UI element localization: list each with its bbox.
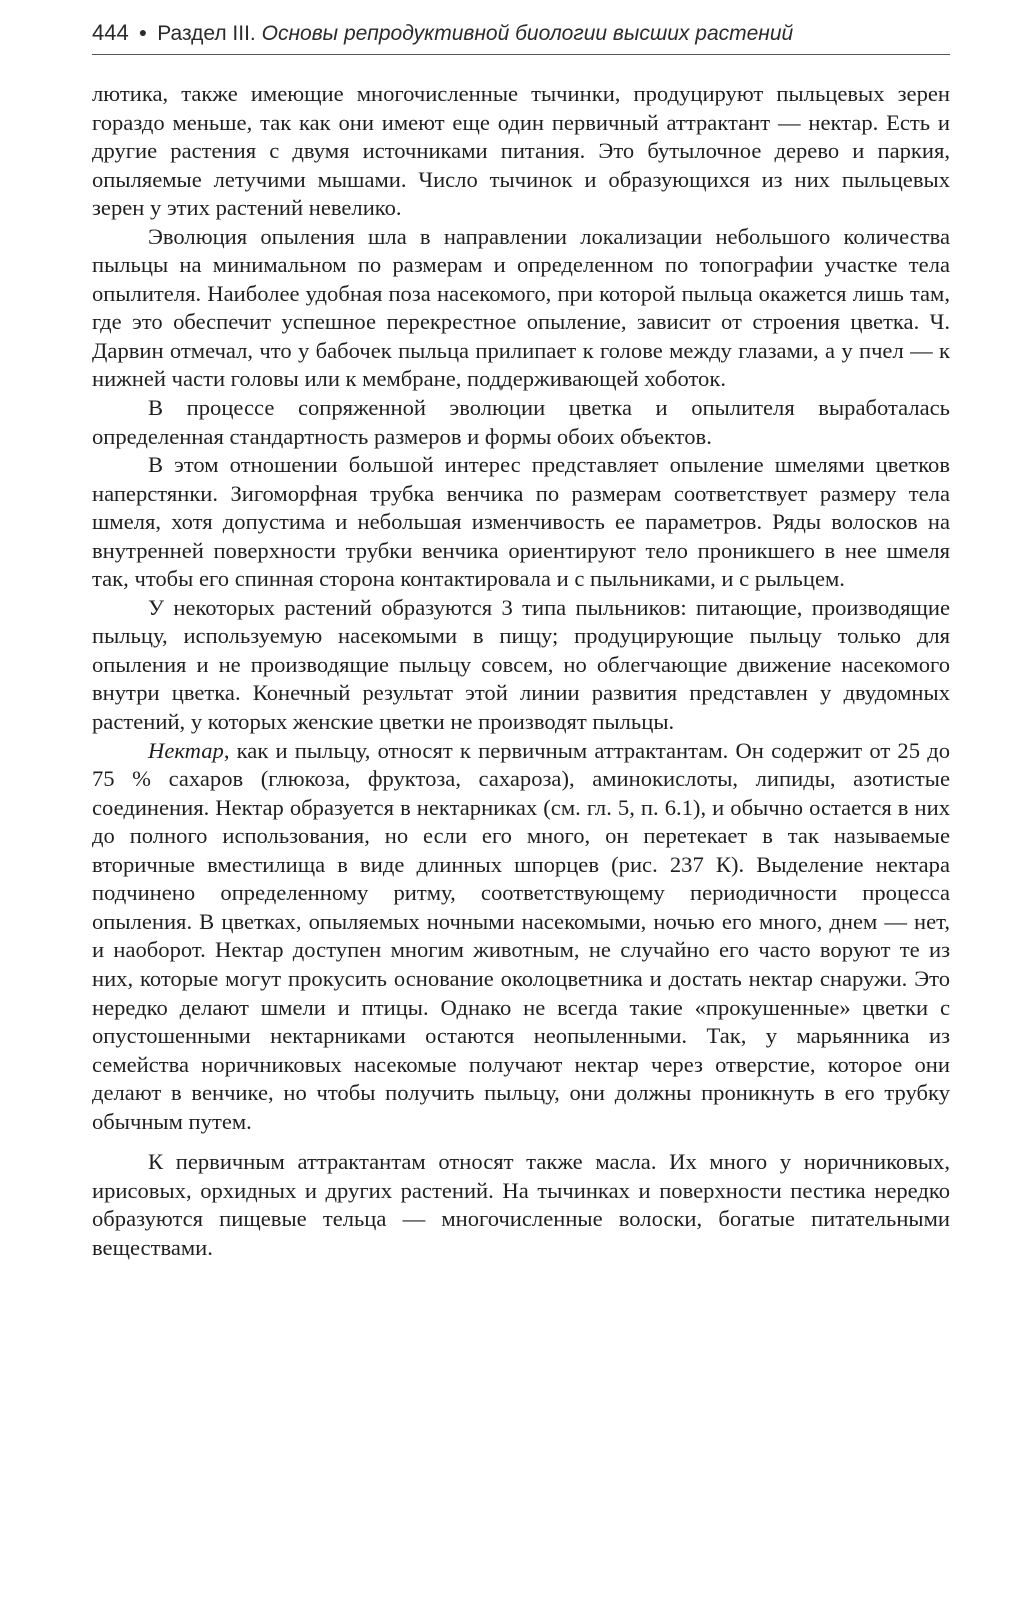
- section-title: Основы репродуктивной биологии высших растений: [261, 22, 794, 45]
- term-nectar: Нектар: [148, 737, 224, 763]
- section-label: Раздел III.: [157, 22, 256, 45]
- page-number: 444: [92, 20, 129, 45]
- body-text: [92, 80, 950, 1262]
- paragraph-nectar: [92, 737, 950, 1137]
- bullet-separator: ●: [138, 24, 148, 40]
- paragraph-continuation: лютика, также имеющие многочисленные тычинки, продуцируют пыльцевых зерен гораздо меньше, так как они имеют еще один первичный аттрактант — нектар. Есть и другие растения с двумя источниками питания. Это бутылочное дерево и паркия, опыляемые летучими мышами. Число тычинок и образующихся из них пыльцевых зерен у этих растений невелико.: [92, 81, 950, 221]
- paragraph: Эволюция опыления шла в направлении локализации небольшого количества пыльцы на минимальном по размерам и определенном по топографии участке тела опылителя. Наиболее удобная поза насекомого, при которой пыльца окажется лишь там, где это обеспечит успешное перекрестное опыление, зависит от строения цветка. Ч. Дарвин отмечал, что у бабочек пыльца прилипает к голове между глазами, а у пчел — к нижней части головы или к мембране, поддерживающей хоботок.: [92, 223, 950, 392]
- paragraph: У некоторых растений образуются 3 типа пыльников: питающие, производящие пыльцу, используемую насекомыми в пищу; продуцирующие пыльцу только для опыления и не производящие пыльцу совсем, но облегчающие движение насекомого внутри цветка. Конечный результат этой линии развития представлен у двудомных растений, у которых женские цветки не производят пыльцы.: [92, 594, 950, 735]
- paragraph: В процессе сопряженной эволюции цветка и опылителя выработалась определенная стандартность размеров и формы обоих объектов.: [92, 395, 950, 449]
- paragraph: К первичным аттрактантам относят также масла. Их много у норичниковых, ирисовых, орхидных и других растений. На тычинках и поверхности пестика нередко образуются пищевые тельца — многочисленные волоски, богатые питательными веществами.: [92, 1149, 950, 1260]
- header-rule: [92, 54, 950, 55]
- paragraph: В этом отношении большой интерес представляет опыление шмелями цветков наперстянки. Зигоморфная трубка венчика по размерам соответствует размеру тела шмеля, хотя допустима и небольшая изменчивость ее параметров. Ряды волосков на внутренней поверхности трубки венчика ориентируют тело проникшего в нее шмеля так, чтобы его спинная сторона контактировала и с пыльниками, и с рыльцем.: [92, 452, 950, 592]
- paragraph-nectar-text: , как и пыльцу, относят к первичным аттрактантам. Он содержит от 25 до 75 % сахаров (глюкоза, фруктоза, сахароза), аминокислоты, липиды, азотистые соединения. Нектар образуется в нектарниках (см. гл. 5, п. 6.1), и обычно остается в них до полного использования, но если его много, он перетекает в так называемые вторичные вместилища в виде длинных шпорцев (рис. 237 К). Выделение нектара подчинено определенному ритму, соответствующему периодичности процесса опыления. В цветках, опыляемых ночными насекомыми, ночью его много, днем — нет, и наоборот. Нектар доступен многим животным, не случайно его часто воруют те из них, которые могут прокусить основание околоцветника и достать нектар снаружи. Это нередко делают шмели и птицы. Однако не всегда такие «прокушенные» цветки с опустошенными нектарниками остаются неопыленными. Так, у марьянника из семейства норичниковых насекомые получают нектар через отверстие, которое они делают в венчике, но чтобы получить пыльцу, они должны проникнуть в его трубку обычным путем.: [92, 737, 950, 1134]
- running-head: [92, 18, 950, 50]
